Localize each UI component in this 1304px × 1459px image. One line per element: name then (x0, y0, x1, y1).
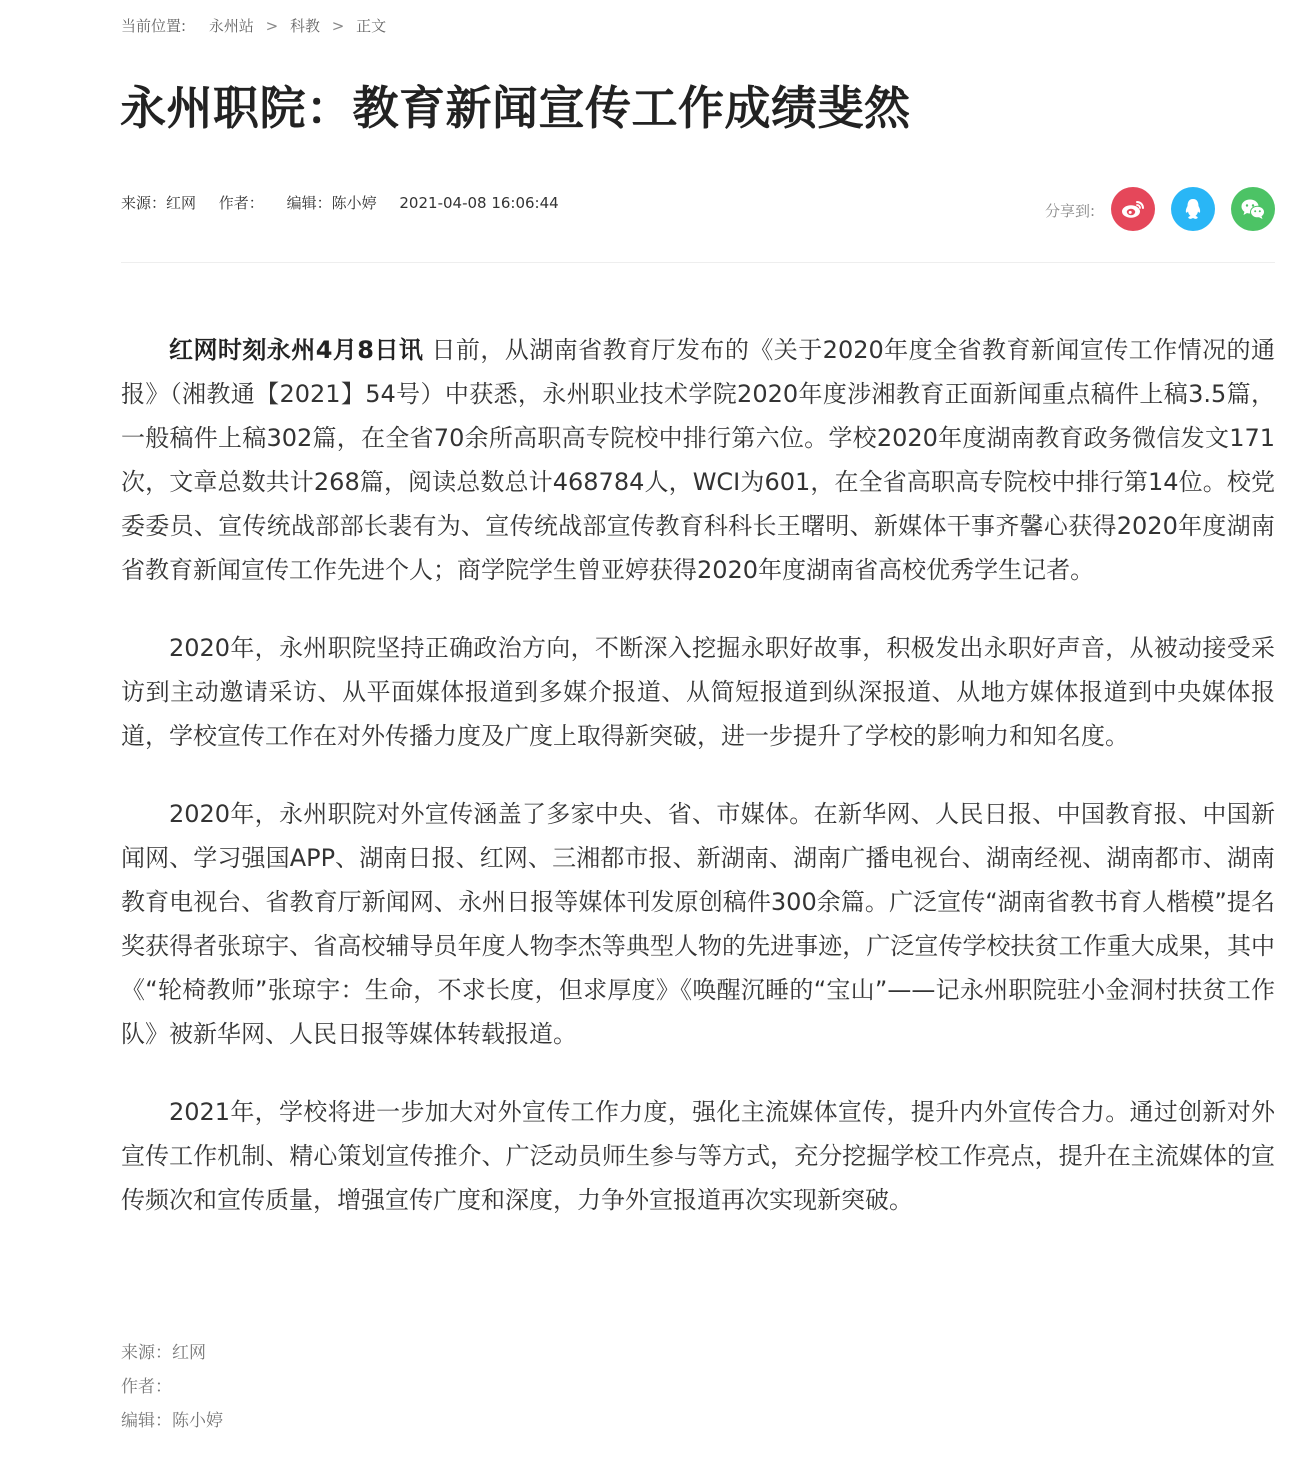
article-meta (121, 191, 577, 215)
meta-editor: 编辑：陈小婷 (286, 194, 377, 212)
header-divider (121, 262, 1275, 263)
article-footer-meta (121, 1336, 223, 1438)
article-paragraph: 2021年，学校将进一步加大对外宣传工作力度，强化主流媒体宣传，提升内外宣传合力。通过创新对外宣传工作机制、精心策划宣传推介、广泛动员师生参与等方式，充分挖掘学校工作亮点，提升在主流媒体的宣传频次和宣传质量，增强宣传广度和深度，力争外宣报道再次实现新突破。 (121, 1098, 1275, 1214)
share-label: 分享到: (1044, 202, 1095, 220)
breadcrumb-label: 当前位置: (121, 17, 187, 35)
share-qq-button[interactable] (1171, 187, 1215, 231)
share-weibo-button[interactable] (1111, 187, 1155, 231)
breadcrumb-current: 正文 (356, 17, 387, 35)
breadcrumb-separator: > (265, 17, 279, 35)
breadcrumb-separator: > (331, 17, 345, 35)
meta-author: 作者： (218, 194, 264, 212)
page-title: 永州职院：教育新闻宣传工作成绩斐然 (120, 81, 911, 135)
article-paragraph: 2020年，永州职院对外宣传涵盖了多家中央、省、市媒体。在新华网、人民日报、中国教育报、中国新闻网、学习强国APP、湖南日报、红网、三湘都市报、新湖南、湖南广播电视台、湖南经视、湖南都市、湖南教育电视台、省教育厅新闻网、永州日报等媒体刊发原创稿件300余篇。广泛宣传“湖南省教书育人楷模”提名奖获得者张琼宇、省高校辅导员年度人物李杰等典型人物的先进事迹，广泛宣传学校扶贫工作重大成果，其中《“轮椅教师”张琼宇：生命，不求长度，但求厚度》《唤醒沉睡的“宝山”——记永州职院驻小金洞村扶贫工作队》被新华网、人民日报等媒体转载报道。 (121, 800, 1275, 1048)
breadcrumb-link-kejiao[interactable]: 科教 (290, 17, 321, 35)
footer-source: 来源：红网 (121, 1343, 206, 1363)
share-wechat-button[interactable] (1231, 187, 1275, 231)
breadcrumb-link-yongzhou[interactable]: 永州站 (208, 17, 254, 35)
weibo-icon (1121, 199, 1145, 219)
footer-editor: 编辑：陈小婷 (121, 1411, 223, 1431)
qq-icon (1183, 197, 1203, 221)
meta-source: 来源：红网 (121, 194, 197, 212)
share-bar (1045, 186, 1275, 232)
footer-author: 作者： (121, 1377, 172, 1397)
article-paragraph-text: 日前，从湖南省教育厅发布的《关于2020年度全省教育新闻宣传工作情况的通报》（湘教通【2021】54号）中获悉，永州职业技术学院2020年度涉湘教育正面新闻重点稿件上稿3.5篇，一般稿件上稿302篇，在全省70余所高职高专院校中排行第六位。学校2020年度湖南教育政务微信发文171次，文章总数共计268篇，阅读总数总计468784人，WCI为601，在全省高职高专院校中排行第14位。校党委委员、宣传统战部部长裴有为、宣传统战部宣传教育科科长王曙明、新媒体干事齐馨心获得2020年度湖南省教育新闻宣传工作先进个人；商学院学生曾亚婷获得2020年度湖南省高校优秀学生记者。 (121, 336, 1275, 584)
breadcrumb (121, 14, 386, 38)
meta-datetime: 2021-04-08 16:06:44 (399, 194, 559, 212)
wechat-icon (1240, 198, 1266, 220)
article-paragraph: 2020年，永州职院坚持正确政治方向，不断深入挖掘永职好故事，积极发出永职好声音，从被动接受采访到主动邀请采访、从平面媒体报道到多媒介报道、从简短报道到纵深报道、从地方媒体报道到中央媒体报道，学校宣传工作在对外传播力度及广度上取得新突破，进一步提升了学校的影响力和知名度。 (121, 634, 1275, 750)
article-lead: 红网时刻永州4月8日讯 (169, 336, 424, 364)
article-paragraph (121, 328, 1275, 592)
article-body (121, 328, 1275, 1256)
